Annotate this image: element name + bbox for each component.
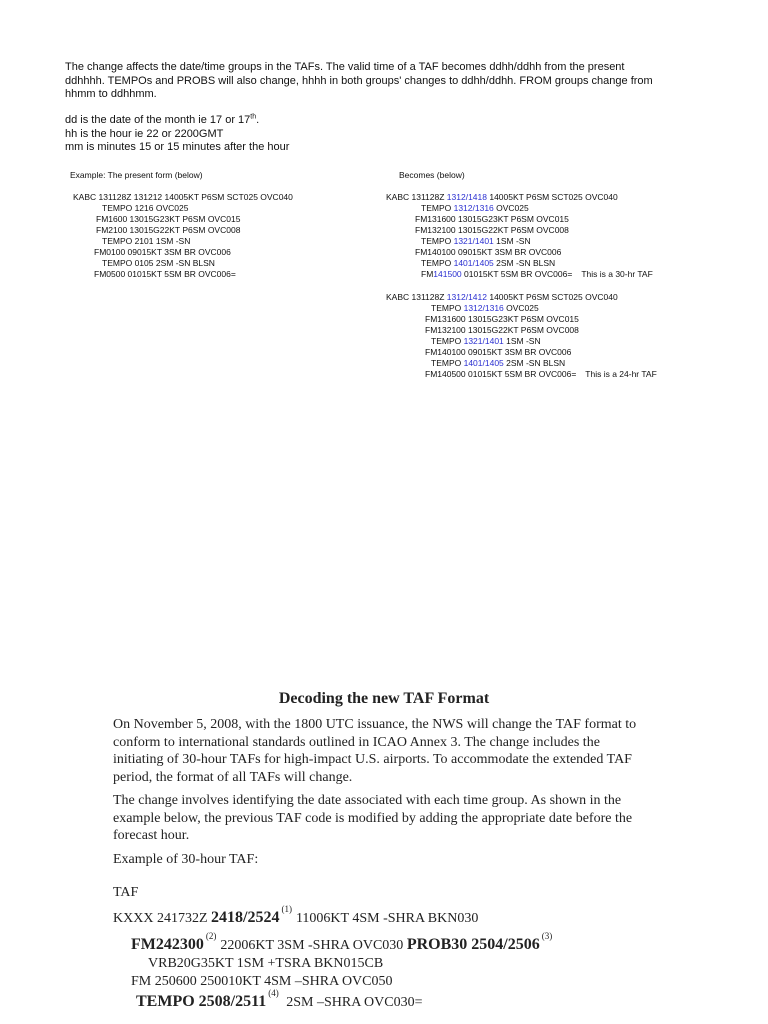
new30-l5-period: 1321/1401: [453, 236, 494, 246]
new24-line-3: FM131600 13015G23KT P6SM OVC015: [425, 314, 579, 324]
intro-paragraph: [65, 61, 715, 102]
new24-note: This is a 24-hr TAF: [585, 369, 657, 379]
new24-l5-period: 1321/1401: [463, 336, 504, 346]
present-line-5: TEMPO 2101 1SM -SN: [102, 236, 191, 246]
taf-line-2: [113, 904, 479, 927]
new24-l1-valid: 1312/1412: [446, 292, 487, 302]
new30-l8-c: 01015KT 5SM BR OVC006=: [461, 269, 573, 279]
new24-l2-a: TEMPO: [431, 303, 464, 313]
new30-l1-c: 14005KT P6SM SCT025 OVC040: [486, 192, 618, 202]
definitions: [65, 114, 289, 155]
new24-line-5: [431, 336, 541, 347]
new24-line-8: [425, 369, 657, 380]
new30-l8-time: 141500: [433, 269, 462, 279]
taf-line-3: [131, 931, 556, 954]
new24-l2-period: 1312/1316: [463, 303, 504, 313]
new30-line-3: FM131600 13015G23KT P6SM OVC015: [415, 214, 569, 224]
definition-dd-sup: th: [250, 113, 257, 121]
present-line-8: FM0500 01015KT 5SM BR OVC006=: [94, 269, 236, 279]
new30-l1-a: KABC 131128Z: [386, 192, 447, 202]
taf-l2-a: KXXX 241732Z: [113, 911, 211, 926]
new24-l1-a: KABC 131128Z: [386, 292, 447, 302]
taf-footnote-2: (2): [205, 931, 217, 941]
taf-footnote-1: (1): [281, 904, 292, 914]
intro-line-3: hhmm to ddhhmm.: [65, 88, 157, 100]
example-label: Example: The present form (below): [70, 170, 203, 180]
taf-l3-prob: PROB30 2504/2506: [406, 936, 540, 953]
new30-l7-period: 1401/1405: [453, 258, 494, 268]
taf-line-1: TAF: [113, 885, 139, 900]
new24-line-7: [431, 358, 565, 369]
new24-l5-a: TEMPO: [431, 336, 464, 346]
new30-l1-valid: 1312/1418: [446, 192, 487, 202]
new30-line-2: [421, 203, 529, 214]
definition-hh: hh is the hour ie 22 or 2200GMT: [65, 127, 224, 140]
new30-line-1: [386, 192, 618, 203]
new24-l1-c: 14005KT P6SM SCT025 OVC040: [486, 292, 618, 302]
decoding-title: Decoding the new TAF Format: [278, 690, 490, 707]
taf-l2-valid: 2418/2524: [211, 909, 280, 926]
new30-l2-c: OVC025: [493, 203, 529, 213]
taf-line-4: VRB20G35KT 1SM +TSRA BKN015CB: [148, 956, 384, 971]
new30-note: This is a 30-hr TAF: [581, 269, 653, 279]
present-line-4: FM2100 13015G22KT P6SM OVC008: [96, 225, 241, 235]
present-line-2: TEMPO 1216 OVC025: [102, 203, 189, 213]
new24-l7-c: 2SM -SN BLSN: [503, 358, 566, 368]
new30-line-4: FM132100 13015G22KT P6SM OVC008: [415, 225, 569, 235]
intro-line-2: ddhhhh. TEMPOs and PROBS will also change, hhhh in both groups' changes to ddhh/ddhh. FROM groups change from: [65, 74, 653, 87]
present-line-7: TEMPO 0105 2SM -SN BLSN: [102, 258, 215, 268]
becomes-label: Becomes (below): [399, 170, 465, 180]
new30-l5-a: TEMPO: [421, 236, 454, 246]
decoding-paragraph-1: On November 5, 2008, with the 1800 UTC issuance, the NWS will change the TAF format to conform to international standards outlined in ICAO Annex 3. The change includes the initiating of 30-hour TAFs for high-impact U.S. airports. To accommodate the extended TAF period, the format of all TAFs will change.: [113, 717, 637, 785]
taf-l6-b: 2SM –SHRA OVC030=: [282, 995, 423, 1010]
new24-l7-a: TEMPO: [431, 358, 464, 368]
new30-l2-a: TEMPO: [421, 203, 454, 213]
taf-line-6: [136, 988, 423, 1011]
intro-line-1: The change affects the date/time groups in the TAFs. The valid time of a TAF becomes ddhh/ddhh from the present: [65, 61, 625, 73]
new24-l7-period: 1401/1405: [463, 358, 504, 368]
new30-l7-a: TEMPO: [421, 258, 454, 268]
taf-l2-c: 11006KT 4SM -SHRA BKN030: [295, 911, 479, 926]
taf-line-5: FM 250600 250010KT 4SM –SHRA OVC050: [131, 974, 393, 989]
present-line-3: FM1600 13015G23KT P6SM OVC015: [96, 214, 241, 224]
definition-dd-text: dd is the date of the month ie 17 or 17: [65, 114, 251, 126]
new30-line-6: FM140100 09015KT 3SM BR OVC006: [415, 247, 562, 257]
new30-line-5: [421, 236, 531, 247]
taf-l3-fm: FM242300: [131, 936, 204, 953]
taf-footnote-3: (3): [541, 931, 553, 941]
new30-line-7: [421, 258, 555, 269]
taf-l3-b: 22006KT 3SM -SHRA OVC030: [220, 938, 407, 953]
definition-mm: mm is minutes 15 or 15 minutes after the hour: [65, 141, 290, 153]
new30-l7-c: 2SM -SN BLSN: [493, 258, 556, 268]
new24-l2-c: OVC025: [503, 303, 539, 313]
new30-l2-period: 1312/1316: [453, 203, 494, 213]
new24-line-2: [431, 303, 539, 314]
decoding-paragraph-3: Example of 30-hour TAF:: [113, 852, 259, 867]
taf-footnote-4: (4): [268, 988, 279, 998]
new24-l8-text: FM140500 01015KT 5SM BR OVC006=: [425, 369, 577, 379]
new24-line-1: [386, 292, 618, 303]
new24-line-6: FM140100 09015KT 3SM BR OVC006: [425, 347, 572, 357]
new30-l8-a: FM: [421, 269, 434, 279]
new24-l5-c: 1SM -SN: [503, 336, 541, 346]
present-line-1: KABC 131128Z 131212 14005KT P6SM SCT025 OVC040: [73, 192, 293, 202]
present-line-6: FM0100 09015KT 3SM BR OVC006: [94, 247, 231, 257]
new24-line-4: FM132100 13015G22KT P6SM OVC008: [425, 325, 579, 335]
taf-l6-tempo: TEMPO 2508/2511: [136, 993, 267, 1010]
new30-l5-c: 1SM -SN: [493, 236, 531, 246]
new30-line-8: [421, 269, 653, 280]
definition-dd: [65, 114, 289, 128]
decoding-paragraph-2: The change involves identifying the date associated with each time group. As shown in the example below, the previous TAF code is modified by adding the appropriate date before the forecast hour.: [113, 793, 633, 843]
definition-dd-end: .: [256, 114, 260, 126]
